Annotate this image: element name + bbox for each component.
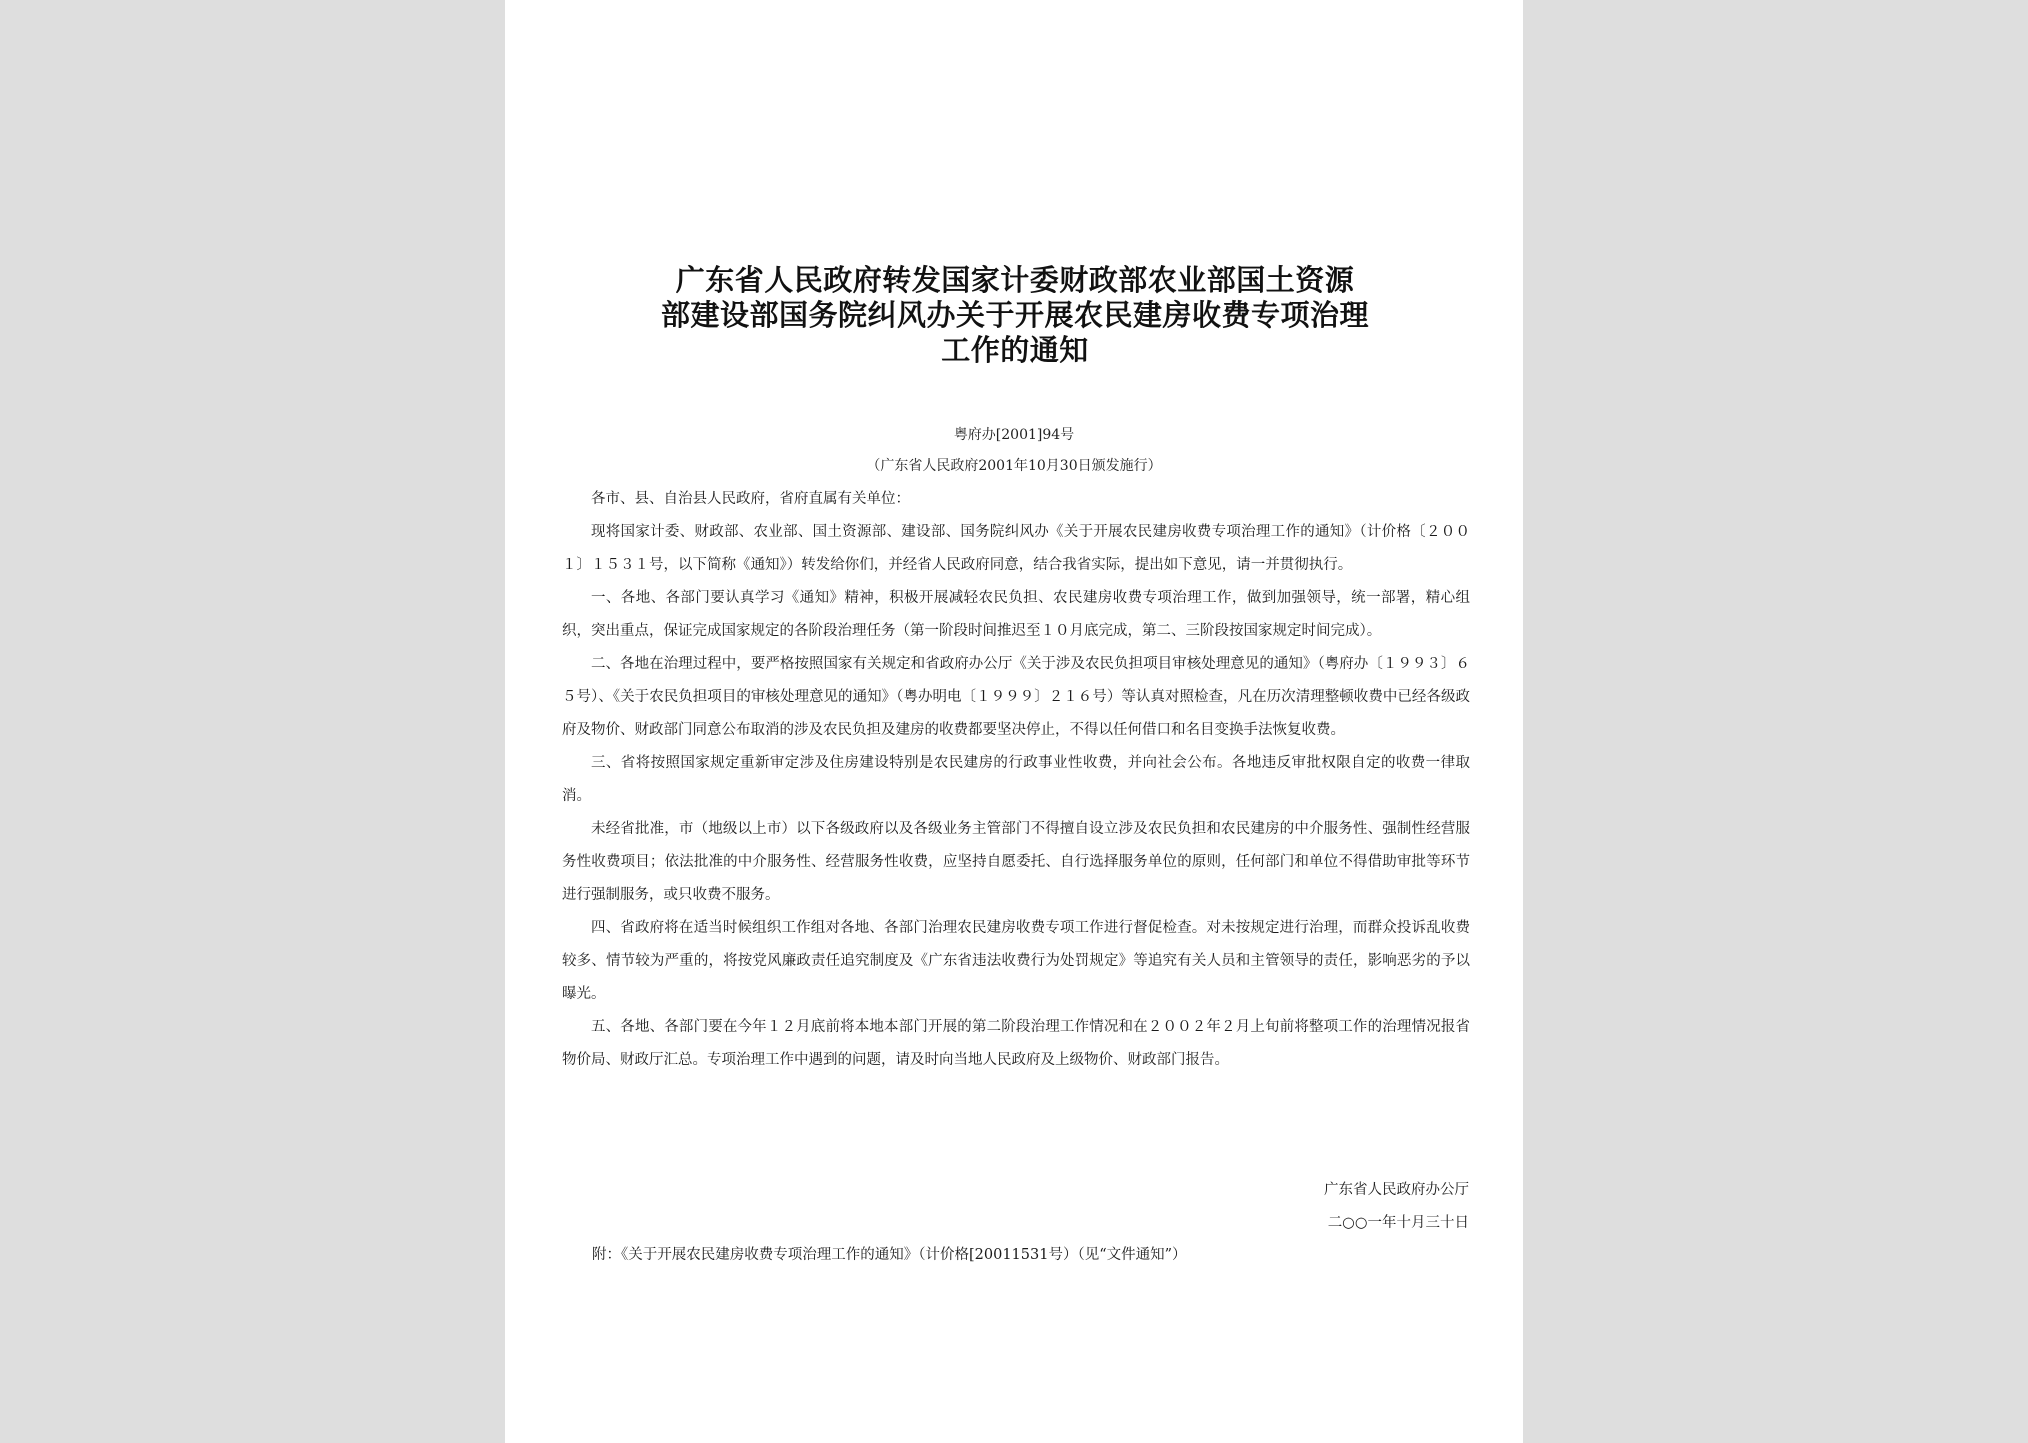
document-page [505,0,1523,1443]
signature-date: 二○○一年十月三十日 [1327,1215,1469,1231]
paragraph: 未经省批准，市（地级以上市）以下各级政府以及各级业务主管部门不得擅自设立涉及农民负担和农民建房的中介服务性、强制性经营服务性收费项目；依法批准的中介服务性、经营服务性收费，应坚持自愿委托、自行选择服务单位的原则，任何部门和单位不得借助审批等环节进行强制服务，或只收费不服务。 [562,821,1470,903]
title-line: 广东省人民政府转发国家计委财政部农业部国土资源 [675,263,1355,297]
signature-block [1324,1174,1469,1240]
paragraph: 五、各地、各部门要在今年１２月底前将本地本部门开展的第二阶段治理工作情况和在２００２年２月上旬前将整项工作的治理情况报省物价局、财政厅汇总。专项治理工作中遇到的问题，请及时向当地人民政府及上级物价、财政部门报告。 [562,1019,1470,1068]
issue-note: （广东省人民政府2001年10月30日颁发施行） [866,458,1162,474]
attachment-note: 附：《关于开展农民建房收费专项治理工作的通知》（计价格[20011531号）（见“文件通知”） [592,1247,1187,1263]
paragraph: 三、省将按照国家规定重新审定涉及住房建设特别是农民建房的行政事业性收费，并向社会公布。各地违反审批权限自定的收费一律取消。 [562,755,1470,804]
paragraph: 四、省政府将在适当时候组织工作组对各地、各部门治理农民建房收费专项工作进行督促检查。对未按规定进行治理，而群众投诉乱收费较多、情节较为严重的，将按党风廉政责任追究制度及《广东省违法收费行为处罚规定》等追究有关人员和主管领导的责任，影响恶劣的予以曝光。 [562,920,1470,1002]
title-line: 工作的通知 [941,333,1089,367]
salutation: 各市、县、自治县人民政府，省府直属有关单位： [591,491,910,507]
issuer-signature: 广东省人民政府办公厅 [1324,1182,1469,1198]
document-number: 粤府办[2001]94号 [953,427,1075,443]
paragraph: 二、各地在治理过程中，要严格按照国家有关规定和省政府办公厅《关于涉及农民负担项目审核处理意见的通知》（粤府办〔１９９３〕６５号）、《关于农民负担项目的审核处理意见的通知》（粤办明电〔１９９９〕２１６号）等认真对照检查，凡在历次清理整顿收费中已经各级政府及物价、财政部门同意公布取消的涉及农民负担及建房的收费都要坚决停止，不得以任何借口和名目变换手法恢复收费。 [562,656,1470,738]
document-title [565,263,1465,368]
paragraph: 现将国家计委、财政部、农业部、国土资源部、建设部、国务院纠风办《关于开展农民建房收费专项治理工作的通知》（计价格〔２００１〕１５３１号，以下简称《通知》）转发给你们，并经省人民政府同意，结合我省实际，提出如下意见，请一并贯彻执行。 [562,524,1470,573]
title-line: 部建设部国务院纠风办关于开展农民建房收费专项治理 [660,298,1369,332]
paragraph: 一、各地、各部门要认真学习《通知》精神，积极开展减轻农民负担、农民建房收费专项治理工作，做到加强领导，统一部署，精心组织，突出重点，保证完成国家规定的各阶段治理任务（第一阶段时间推迟至１０月底完成，第二、三阶段按国家规定时间完成）。 [562,590,1470,639]
document-body [562,483,1470,1077]
